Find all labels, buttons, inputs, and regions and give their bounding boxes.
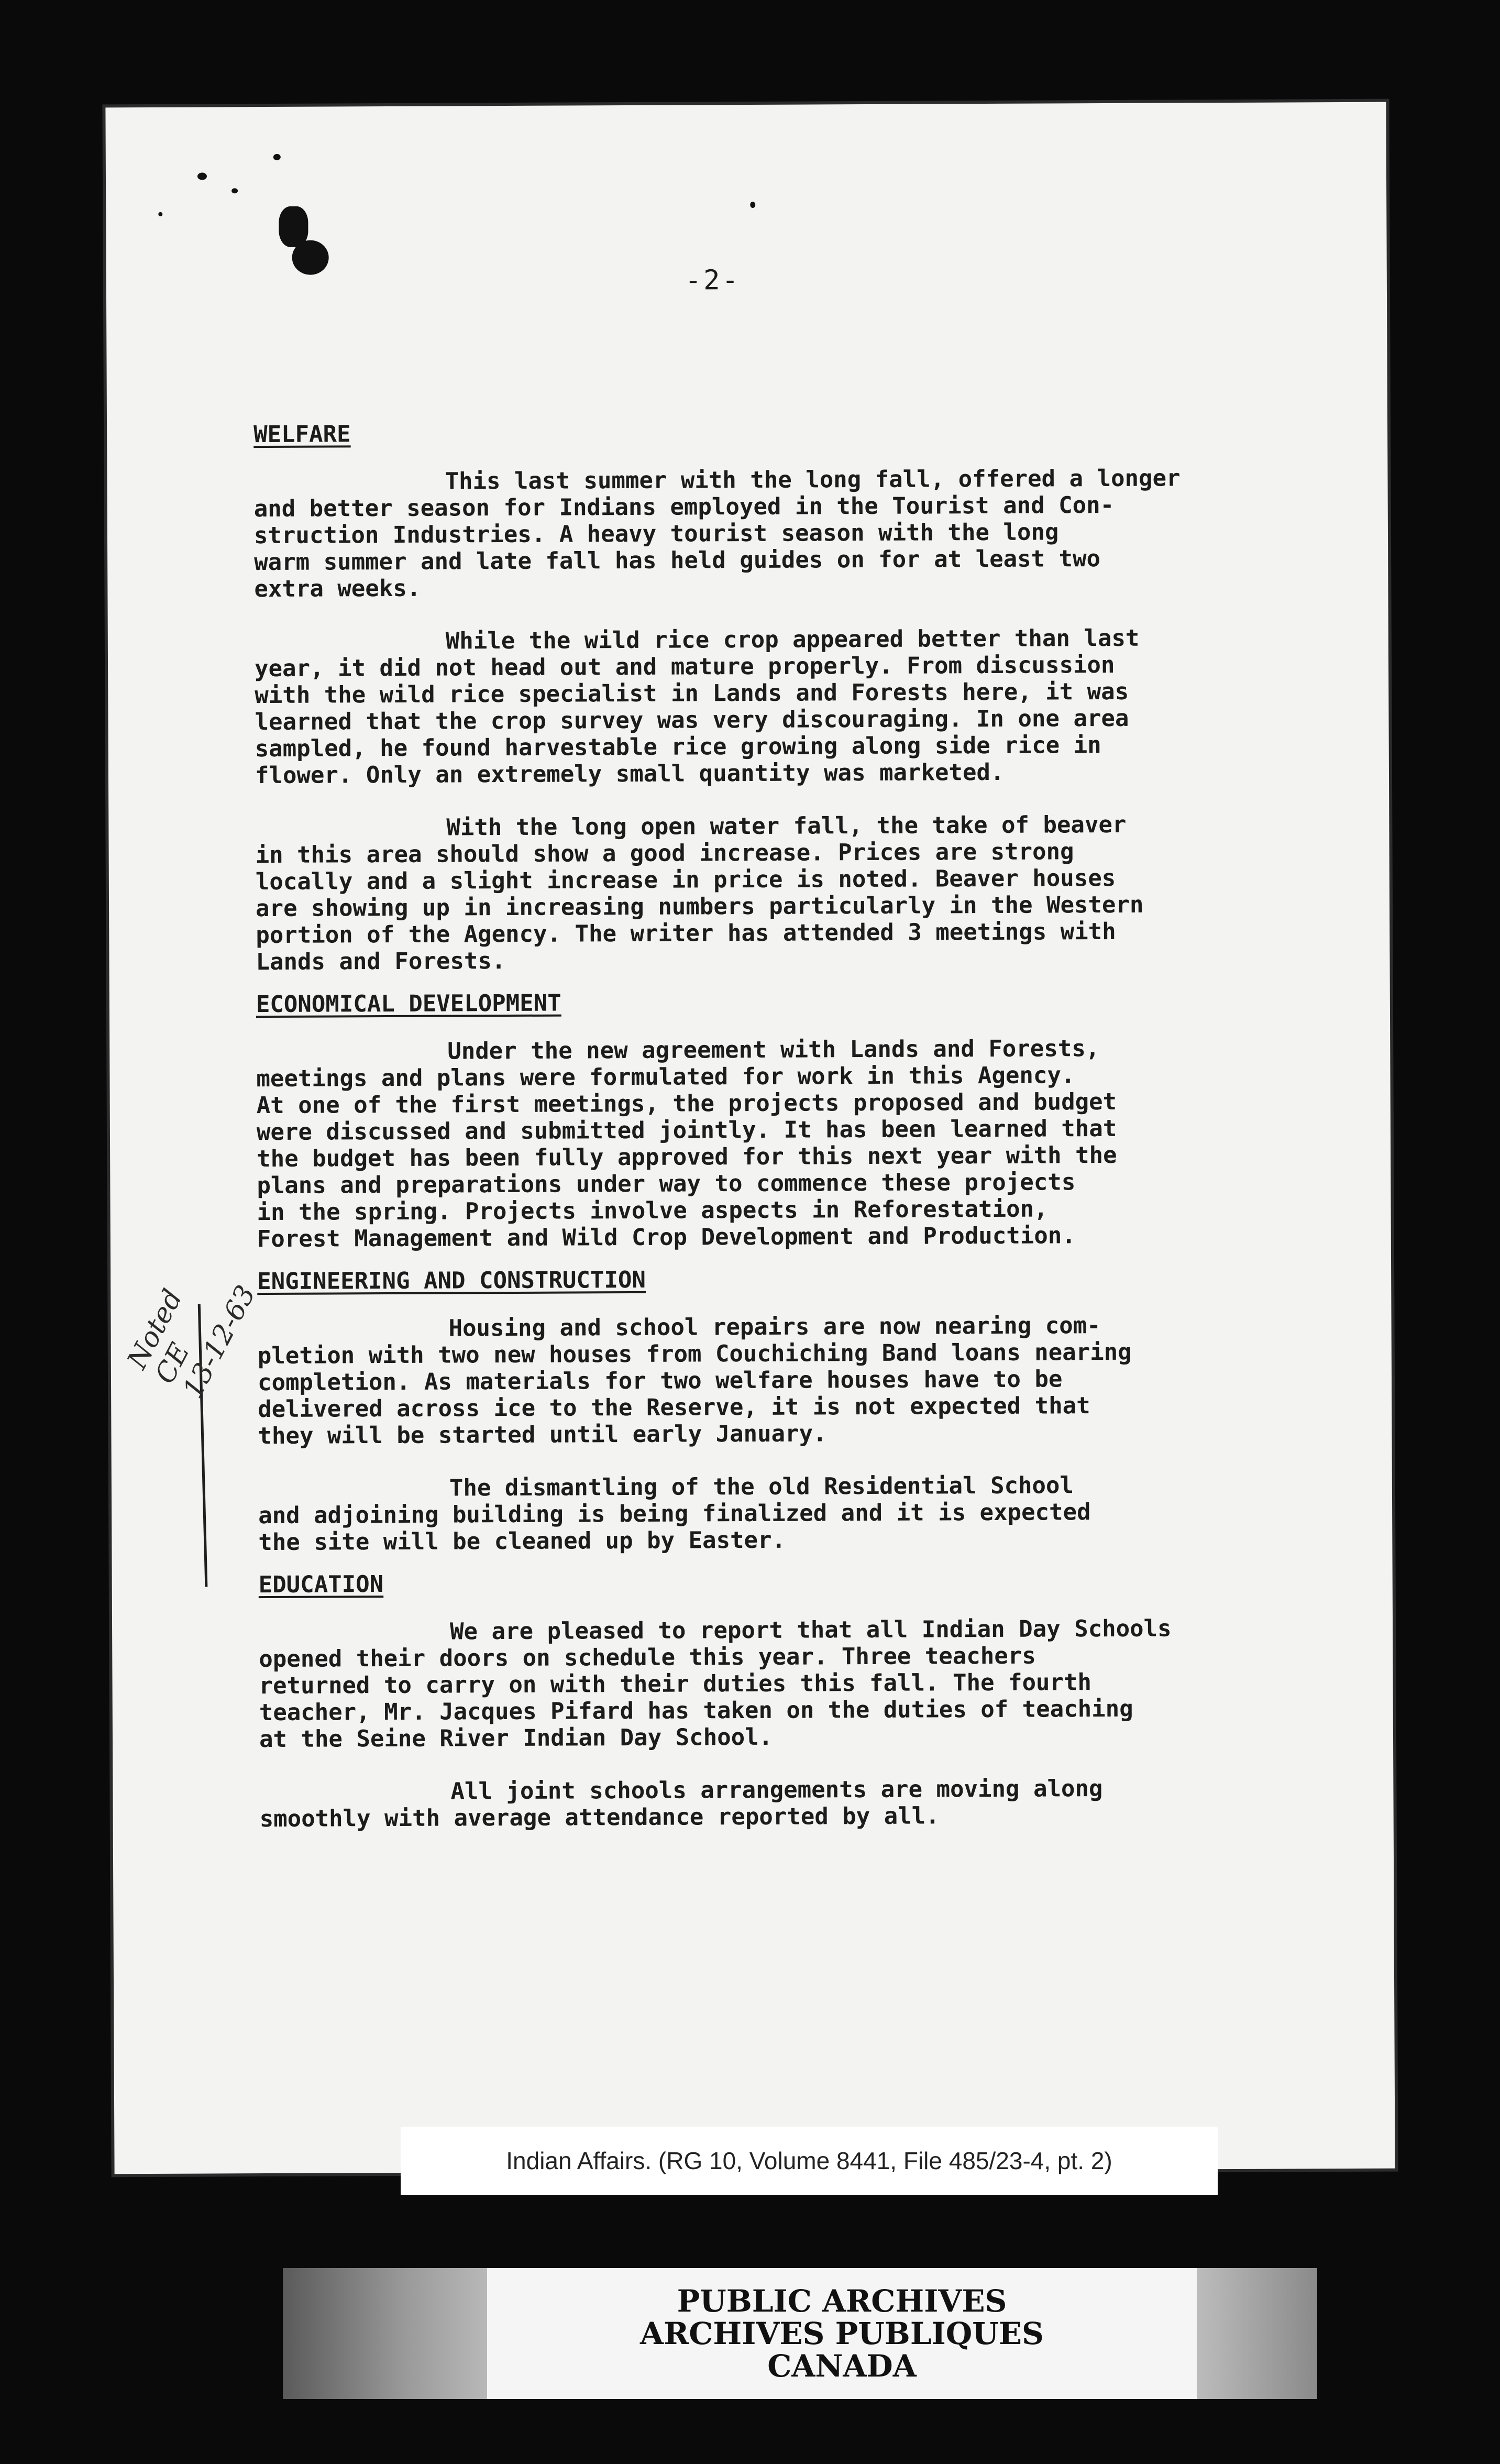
section-heading: ENGINEERING AND CONSTRUCTION <box>257 1266 646 1295</box>
section-engineering-and-construction <box>257 1263 1316 1556</box>
paragraph: While the wild rice crop appeared better than last year, it did not head out and mature properly. From discussion with the wild rice specialist in Lands and Forests here, it was learned that the crop survey was very discouraging. In one area sampled, he found harvestable rice growing along side rice in flower. Only an extremely small quantity was marketed. <box>254 624 1140 789</box>
archive-stamp-band <box>283 2268 1317 2399</box>
document-page <box>105 102 1395 2174</box>
archive-stamp-line: PUBLIC ARCHIVES <box>677 2283 1007 2319</box>
ink-speck <box>292 240 329 274</box>
section-heading: ECONOMICAL DEVELOPMENT <box>256 989 561 1018</box>
paragraph: This last summer with the long fall, offered a longer and better season for Indians employed in the Tourist and Con- struction Industries. A heavy tourist season with the long warm summer and late fall has held guides on for at least two extra weeks. <box>253 465 1181 603</box>
ink-speck <box>750 202 755 208</box>
reference-label: Indian Affairs. (RG 10, Volume 8441, File 485/23-4, pt. 2) <box>401 2127 1218 2195</box>
section-heading: WELFARE <box>253 421 351 448</box>
paragraph: Housing and school repairs are now nearing com- pletion with two new houses from Couchiching Band loans nearing completion. As materials for two welfare houses have to be delivered across ice to the Reserve, it is not expected that they will be started until early January. <box>257 1312 1132 1450</box>
paragraph: The dismantling of the old Residential School and adjoining building is being finalized and it is expected the site will be cleaned up by Easter. <box>258 1472 1091 1556</box>
report-body <box>253 416 1318 1858</box>
archive-stamp-line: ARCHIVES PUBLIQUES <box>640 2316 1044 2351</box>
ink-speck <box>231 188 238 193</box>
ink-speck <box>273 154 281 160</box>
archive-stamp-line: CANADA <box>767 2348 917 2384</box>
section-heading: EDUCATION <box>258 1571 384 1599</box>
stamp-shading-right <box>1197 2268 1317 2399</box>
section-education <box>259 1567 1318 1832</box>
ink-speck <box>197 173 207 180</box>
paragraph: We are pleased to report that all Indian Day Schools opened their doors on schedule this year. Three teachers returned to carry on with their duties this fall. The fourth teacher, Mr. Jacques Pifard has taken on the duties of teaching at the Seine River Indian Day School. <box>259 1615 1172 1753</box>
stamp-shading-left <box>283 2268 487 2399</box>
archive-stamp <box>487 2268 1197 2399</box>
handwritten-note: Noted CE 13-12-63 <box>121 1280 262 1404</box>
paragraph: All joint schools arrangements are moving along smoothly with average attendance reported by all. <box>259 1775 1103 1833</box>
paragraph: With the long open water fall, the take of beaver in this area should show a good increase. Prices are strong locally and a slight increase in price is noted. Beaver houses are showing up in increasing numbers particularly in the Western portion of the Agency. The writer has attended 3 meetings with Lands and Forests. <box>255 811 1144 976</box>
page-number: -2- <box>685 265 741 296</box>
section-economical-development <box>256 986 1315 1252</box>
ink-speck <box>158 212 162 216</box>
section-welfare <box>253 416 1314 975</box>
paragraph: Under the new agreement with Lands and Forests, meetings and plans were formulated for work in this Agency. At one of the first meetings, the projects proposed and budget were discussed and submitted jointly. It has been learned that the budget has been fully approved for this next year with the plans and preparations under way to commence these projects in the spring. Projects involve aspects in Reforestation, Forest Management and Wild Crop Development and Production. <box>256 1035 1117 1253</box>
